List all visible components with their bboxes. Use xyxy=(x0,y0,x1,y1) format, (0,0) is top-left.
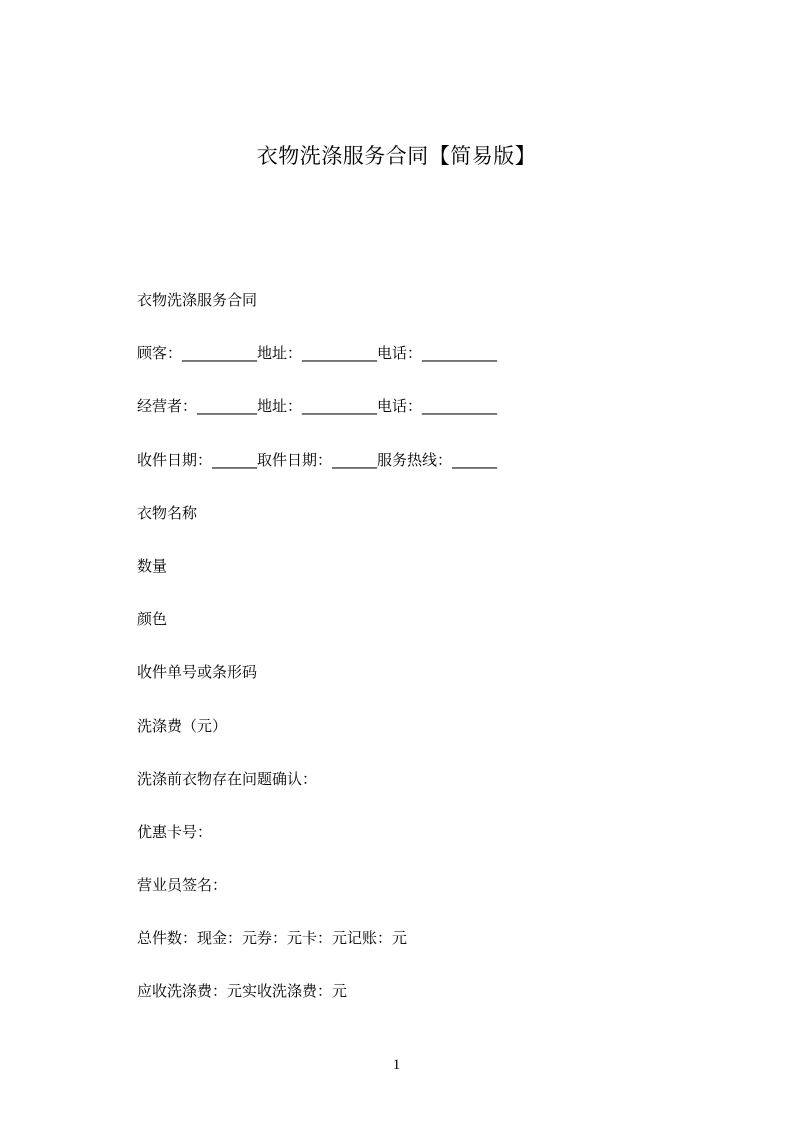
clothing-name-label: 衣物名称 xyxy=(137,503,198,522)
clerk-signature-label: 营业员签名： xyxy=(137,876,228,895)
color-label: 颜色 xyxy=(137,610,168,629)
discount-card-label: 优惠卡号： xyxy=(137,822,213,841)
quantity-label: 数量 xyxy=(137,556,168,575)
pre-wash-issues-label: 洗涤前衣物存在问题确认： xyxy=(137,769,318,788)
document-body xyxy=(137,288,697,1033)
fee-summary-line: 应收洗涤费：元实收洗涤费：元 xyxy=(137,982,348,1001)
document-title: 衣物洗涤服务合同【简易版】 xyxy=(256,144,537,168)
contract-heading: 衣物洗涤服务合同 xyxy=(137,291,258,309)
washing-fee-label: 洗涤费（元） xyxy=(137,716,228,735)
operator-info-line: 经营者：________地址：__________电话：__________ xyxy=(137,397,498,416)
page-number: 1 xyxy=(392,1057,401,1073)
payment-summary-line: 总件数：现金：元券：元卡：元记账：元 xyxy=(137,929,408,948)
date-info-line: 收件日期：______取件日期：______服务热线：______ xyxy=(137,450,498,469)
customer-info-line: 顾客：__________地址：__________电话：__________ xyxy=(137,344,498,363)
receipt-number-label: 收件单号或条形码 xyxy=(137,663,258,682)
